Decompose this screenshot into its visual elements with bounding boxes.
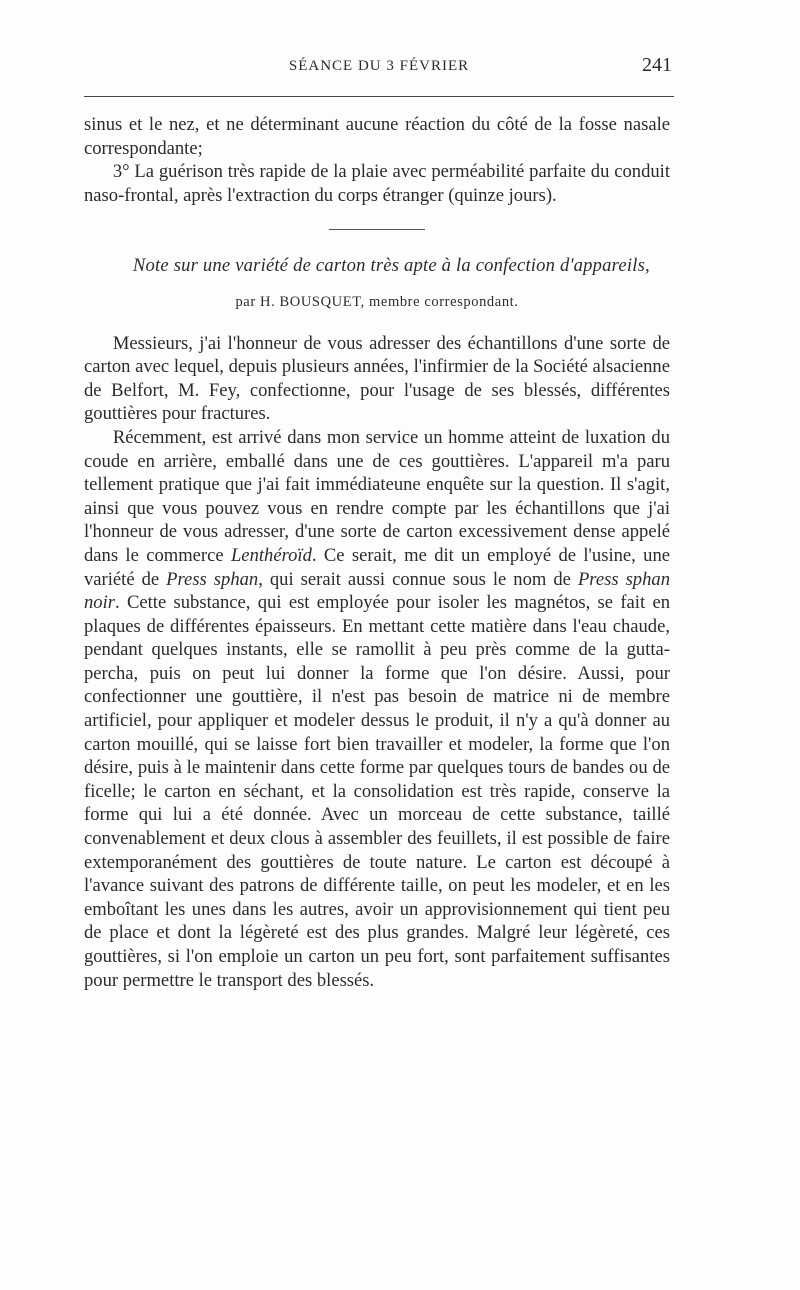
body-paragraph-1: Messieurs, j'ai l'honneur de vous adresser des échantillons d'une sorte de carton avec lequel, depuis plusieurs années, l'infirmier de la Société alsacienne de Belfort, M. Fey, confectionne, pour l'usage de ses blessés, différentes gouttières pour fractures.	[84, 332, 670, 425]
header-rule	[84, 96, 674, 97]
product-name-press-sphan-noir: Press sphan noir	[84, 568, 670, 614]
page-body	[84, 113, 670, 992]
text-run: . Cette substance, qui est employée pour isoler les magnétos, se fait en plaques de différentes épaisseurs. En mettant cette matière dans l'eau chaude, pendant quelques instants, elle se ramollit à peu près comme de la gutta-percha, puis on peut lui donner la forme que l'on désire. Aussi, pour confectionner une gouttière, il n'est pas besoin de matrice ni de membre artificiel, pour appliquer et modeler dessus le produit, il n'y a qu'à donner au carton mouillé, qui se laisse fort bien travailler et modeler, la forme que l'on désire, puis à le maintenir dans cette forme par quelques tours de bandes ou de ficelle; le carton en séchant, et la consolidation est très rapide, conserve la forme qui lui a été donnée. Avec un morceau de cette substance, taillé convenablement et deux clous à assembler des feuillets, il est possible de faire extemporanément des gouttières de toute nature. Le carton est découpé à l'avance suivant des patrons de différente taille, on peut les modeler, et en les emboîtant les unes dans les autres, avoir un approvisionnement qui tient peu de place et dont la légèreté est des plus grandes. Malgré leur légèreté, ces gouttières, si l'on emploie un carton un peu fort, sont parfaitement suffisantes pour permettre le transport des blessés.	[84, 592, 670, 991]
page-number: 241	[642, 54, 672, 76]
product-name-lentheroid: Lenthéroïd	[230, 544, 312, 566]
running-title: SÉANCE DU 3 FÉVRIER	[288, 58, 470, 74]
text-run: . Ce serait, me dit un employé de l'usine, une variété de	[84, 544, 670, 590]
text-run: , qui serait aussi connue sous le nom de	[258, 568, 578, 590]
note-title: Note sur une variété de carton très apte à la confection d'appareils,	[132, 255, 650, 277]
list-item-paragraph: 3° La guérison très rapide de la plaie avec perméabilité parfaite du conduit naso-frontal, après l'extraction du corps étranger (quinze jours).	[84, 161, 670, 206]
text-run: Récemment, est arrivé dans mon service un homme atteint de luxation du coude en arrière, emballé dans une de ces gouttières. L'appareil m'a paru tellement pratique que j'ai fait immédiateune enquête sur la question. Il s'agit, ainsi que vous pouvez vous en rendre compte par les échantillons que j'ai l'honneur de vous adresser, d'une sorte de carton excessivement dense appelé dans le commerce	[84, 426, 670, 566]
body-paragraph-2	[84, 426, 670, 992]
continuation-paragraph: sinus et le nez, et ne déterminant aucune réaction du côté de la fosse nasale correspondante;	[84, 114, 670, 159]
section-separator	[329, 229, 425, 230]
product-name-press-sphan: Press sphan	[166, 568, 259, 590]
note-byline: par H. BOUSQUET, membre correspondant.	[235, 293, 519, 310]
running-head	[84, 54, 674, 88]
